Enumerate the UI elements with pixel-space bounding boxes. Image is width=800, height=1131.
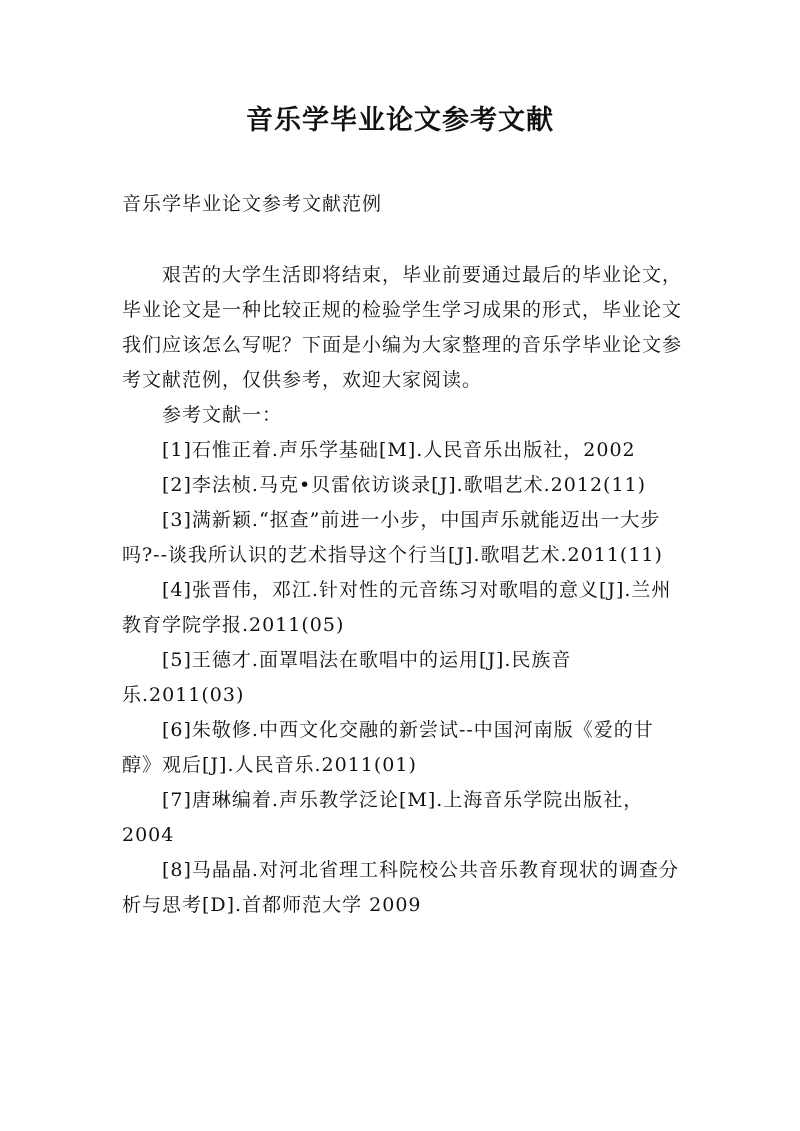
document-body: [122, 258, 682, 923]
reference-item: [8]马晶晶.对河北省理工科院校公共音乐教育现状的调查分析与思考[D].首都师范大学 2009: [122, 859, 679, 916]
reference-item: [3]满新颖.“抠查”前进一小步，中国声乐就能迈出一大步吗?--谈我所认识的艺术指导这个行当[J].歌唱艺术.2011(11): [122, 509, 663, 566]
section-heading: 参考文献一：: [162, 404, 283, 426]
reference-item: [2]李法桢.马克•贝雷依访谈录[J].歌唱艺术.2012(11): [162, 474, 647, 496]
reference-item: [5]王德才.面罩唱法在歌唱中的运用[J].民族音乐.2011(03): [122, 649, 572, 706]
reference-item: [1]石惟正着.声乐学基础[M].人民音乐出版社，2002: [162, 439, 636, 461]
reference-item: [7]唐琳编着.声乐教学泛论[M].上海音乐学院出版社，2004: [122, 789, 644, 846]
reference-item: [4]张晋伟，邓江.针对性的元音练习对歌唱的意义[J].兰州教育学院学报.2011(05): [122, 579, 672, 636]
intro-paragraph: 艰苦的大学生活即将结束，毕业前要通过最后的毕业论文，毕业论文是一种比较正规的检验学生学习成果的形式，毕业论文我们应该怎么写呢？下面是小编为大家整理的音乐学毕业论文参考文献范例，仅供参考，欢迎大家阅读。: [122, 264, 683, 391]
document-title: 音乐学毕业论文参考文献: [246, 105, 554, 136]
reference-item: [6]朱敬修.中西文化交融的新尝试--中国河南版《爱的甘醇》观后[J].人民音乐.2011(01): [122, 719, 654, 776]
document-subtitle: 音乐学毕业论文参考文献范例: [122, 193, 383, 215]
